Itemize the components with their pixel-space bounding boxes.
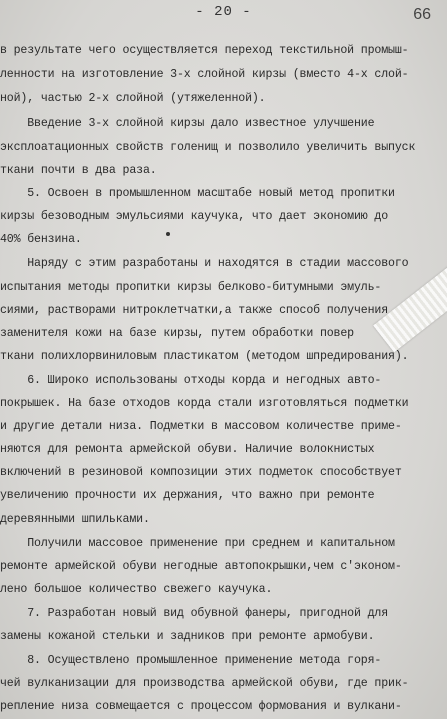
text-line: включений в резиновой композиции этих подметок способствует: [0, 466, 402, 479]
text-line: и другие детали низа. Подметки в массовом количестве приме-: [0, 420, 402, 433]
folio-number: 66: [413, 6, 431, 23]
text-line: кирзы безоводным эмульсиями каучука, что дает экономию до: [0, 210, 389, 223]
text-line: ткани полихлорвиниловым пластикатом (методом шпредирования).: [0, 350, 409, 363]
text-line: Наряду с этим разработаны и находятся в стадии массового: [0, 257, 409, 270]
text-line: заменителя кожи на базе кирзы, путем обработки повер: [0, 327, 354, 340]
text-line: няются для ремонта армейской обуви. Наличие волокнистых: [0, 443, 375, 456]
text-line: ткани почти в два раза.: [0, 164, 157, 177]
text-line: деревянными шпильками.: [0, 513, 150, 526]
text-line: ленности на изготовление 3-х слойной кирзы (вместо 4-х слой-: [0, 68, 409, 81]
text-line: ной), частью 2-х слойной (утяжеленной).: [0, 92, 266, 105]
text-line: в результате чего осуществляется переход текстильной промыш-: [0, 44, 409, 57]
text-line: эксплоатационных свойств голенищ и позволило увеличить выпуск: [0, 141, 416, 154]
text-line: 7. Разработан новый вид обувной фанеры, пригодной для: [0, 607, 389, 620]
text-line: 40% бензина.: [0, 233, 82, 246]
text-line: Введение 3-х слойной кирзы дало известное улучшение: [0, 117, 375, 130]
text-line: лено большое количество свежего каучука.: [0, 583, 273, 596]
text-line: 8. Осуществлено промышленное применение метода горя-: [0, 654, 382, 667]
text-line: сиями, растворами нитроклетчатки,а также способ получения: [0, 304, 389, 317]
text-line: ремонте армейской обуви негодные автопокрышки,чем с'эконом-: [0, 560, 402, 573]
text-line: Получили массовое применение при среднем и капитальном: [0, 537, 395, 550]
text-line: 6. Широко использованы отходы корда и негодных авто-: [0, 374, 382, 387]
ink-dot: [166, 232, 170, 236]
text-line: чей вулканизации для производства армейской обуви, где прик-: [0, 677, 409, 690]
text-line: испытания методы пропитки кирзы белково-битумными эмуль-: [0, 281, 382, 294]
text-line: увеличению прочности их держания, что важно при ремонте: [0, 489, 375, 502]
text-line: покрышек. На базе отходов корда стали изготовляться подметки: [0, 397, 409, 410]
text-line: 5. Освоен в промышленном масштабе новый метод пропитки: [0, 187, 395, 200]
text-line: замены кожаной стельки и задников при ремонте армобуви.: [0, 630, 375, 643]
text-line: репление низа совмещается с процессом формования и вулкани-: [0, 700, 402, 713]
page-number: - 20 -: [195, 4, 252, 20]
